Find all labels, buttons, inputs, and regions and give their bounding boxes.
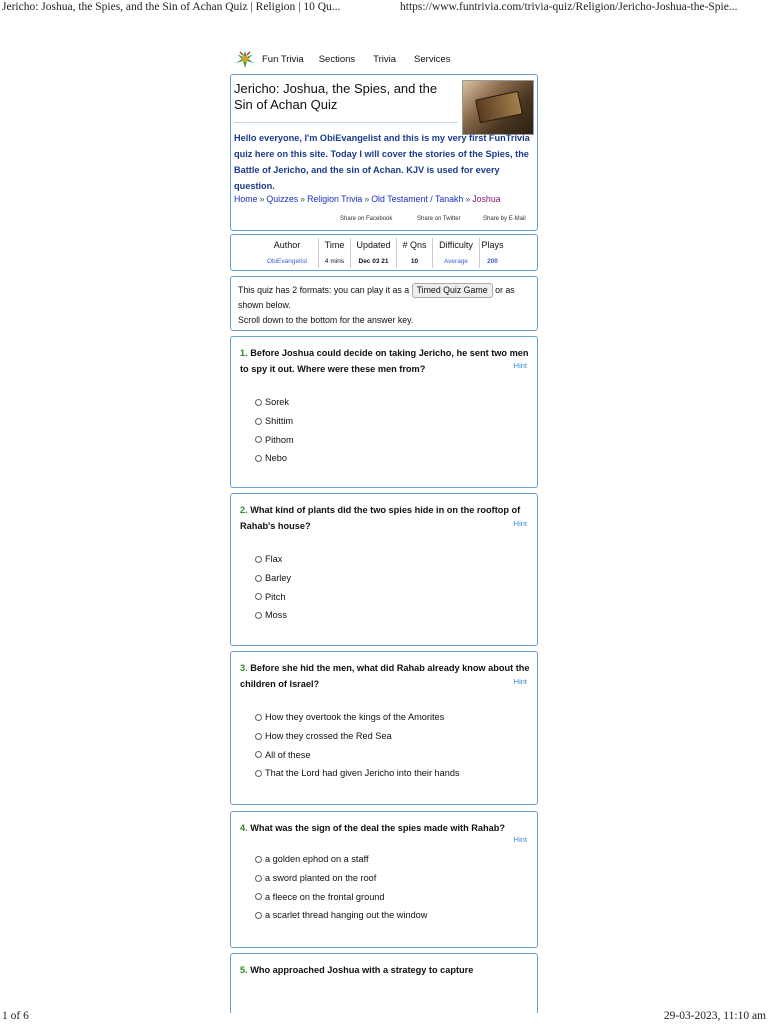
answer-option[interactable]: Barley	[255, 569, 291, 588]
title-divider	[234, 122, 458, 123]
question-2-hint[interactable]: Hint	[513, 519, 527, 528]
brand-link[interactable]: Fun Trivia	[262, 53, 304, 65]
stats-table	[231, 235, 537, 270]
radio-icon[interactable]	[255, 575, 262, 582]
radio-icon[interactable]	[255, 733, 262, 740]
answer-option[interactable]: a scarlet thread hanging out the window	[255, 906, 427, 925]
stat-questions-value: 10	[410, 258, 419, 265]
stat-author-label: Author	[273, 240, 301, 250]
quiz-thumbnail-image	[462, 80, 534, 135]
radio-icon[interactable]	[255, 455, 262, 462]
stat-updated-label: Updated	[356, 240, 391, 250]
question-2-text: 2. What kind of plants did the two spies hide in on the rooftop of Rahab's house?	[240, 505, 521, 531]
nav-trivia[interactable]: Trivia	[373, 53, 397, 65]
answer-option[interactable]: All of these	[255, 745, 460, 764]
question-card-1	[230, 336, 538, 488]
breadcrumb-old-testament[interactable]: Old Testament / Tanakh	[371, 194, 464, 204]
quiz-stats-card	[230, 234, 538, 271]
radio-icon[interactable]	[255, 436, 262, 443]
quiz-title: Jericho: Joshua, the Spies, and the Sin of Achan Quiz	[234, 81, 438, 112]
question-4-hint[interactable]: Hint	[513, 835, 527, 844]
question-card-2	[230, 493, 538, 646]
question-card-4	[230, 811, 538, 948]
question-1-hint[interactable]: Hint	[513, 361, 527, 370]
stat-plays	[479, 238, 505, 268]
radio-icon[interactable]	[255, 593, 262, 600]
answer-option[interactable]: Pithom	[255, 430, 294, 449]
print-footer	[0, 1010, 768, 1024]
print-page-title: Jericho: Joshua, the Spies, and the Sin of Achan Quiz | Religion | 10 Qu...	[2, 1, 341, 13]
radio-icon[interactable]	[255, 893, 262, 900]
answer-option[interactable]: Sorek	[255, 393, 294, 412]
answer-option[interactable]: Nebo	[255, 449, 294, 468]
answer-option[interactable]: How they crossed the Red Sea	[255, 727, 460, 746]
breadcrumb-joshua[interactable]: Joshua	[472, 194, 501, 204]
print-page-count: 1 of 6	[2, 1010, 29, 1022]
question-2-number: 2.	[240, 505, 248, 515]
question-3-hint[interactable]: Hint	[513, 677, 527, 686]
radio-icon[interactable]	[255, 770, 262, 777]
question-4-text: 4. What was the sign of the deal the spies made with Rahab?	[240, 823, 505, 833]
nav-sections[interactable]: Sections	[318, 53, 356, 65]
stat-time-value: 4 mins	[324, 258, 345, 265]
nav-services[interactable]: Services	[414, 53, 451, 65]
breadcrumb-religion[interactable]: Religion Trivia	[307, 194, 363, 204]
answer-option[interactable]: Flax	[255, 550, 291, 569]
stat-difficulty-label: Difficulty	[439, 240, 473, 250]
stat-updated	[350, 238, 396, 268]
answer-option[interactable]: a golden ephod on a staff	[255, 850, 427, 869]
answer-option[interactable]: a fleece on the frontal ground	[255, 887, 427, 906]
radio-icon[interactable]	[255, 714, 262, 721]
formats-text: This quiz has 2 formats: you can play it as a	[238, 285, 410, 295]
radio-icon[interactable]	[255, 399, 262, 406]
stat-plays-value: 200	[487, 258, 498, 265]
top-nav	[234, 46, 534, 72]
stat-updated-value: Dec 03 21	[358, 258, 389, 265]
radio-icon[interactable]	[255, 612, 262, 619]
share-facebook-link[interactable]: Share on Facebook	[340, 216, 393, 222]
answer-option[interactable]: That the Lord had given Jericho into their hands	[255, 764, 460, 783]
answer-option[interactable]: How they overtook the kings of the Amorites	[255, 708, 460, 727]
radio-icon[interactable]	[255, 751, 262, 758]
stat-time	[318, 238, 350, 268]
question-1-options	[255, 393, 294, 468]
stat-author-value[interactable]: ObiEvangelist	[266, 258, 308, 265]
stat-author	[256, 238, 318, 268]
question-5-text: 5. Who approached Joshua with a strategy to capture	[240, 965, 474, 975]
print-datetime: 29-03-2023, 11:10 am	[663, 1010, 766, 1022]
question-1-text: 1. Before Joshua could decide on taking Jericho, he sent two men to spy it out. Where were these men from?	[240, 348, 529, 374]
quiz-intro: Hello everyone, I'm ObiEvangelist and this is my very first FunTrivia quiz here on this site. Today I will cover the stories of the Spies, the Battle of Jericho, and the sin of Achan. KJV is used for every question.	[234, 133, 530, 191]
print-url: https://www.funtrivia.com/trivia-quiz/Religion/Jericho-Joshua-the-Spie...	[400, 1, 738, 13]
formats-text-after: or as shown below.	[238, 285, 515, 310]
radio-icon[interactable]	[255, 556, 262, 563]
answer-option[interactable]: a sword planted on the roof	[255, 869, 427, 888]
answer-option[interactable]: Shittim	[255, 412, 294, 431]
stat-difficulty-value: Average	[443, 258, 469, 265]
stat-plays-label: Plays	[481, 240, 504, 250]
quiz-header-card	[230, 74, 538, 231]
question-3-number: 3.	[240, 663, 248, 673]
quiz-formats-card	[230, 276, 538, 331]
breadcrumb-home[interactable]: Home	[234, 194, 258, 204]
radio-icon[interactable]	[255, 912, 262, 919]
breadcrumb: Home » Quizzes » Religion Trivia » Old Testament / Tanakh » Joshua	[234, 194, 501, 204]
stat-difficulty	[432, 238, 479, 268]
question-4-options	[255, 850, 427, 925]
stat-time-label: Time	[324, 240, 345, 250]
question-1-number: 1.	[240, 348, 248, 358]
question-4-number: 4.	[240, 823, 248, 833]
question-card-3	[230, 651, 538, 805]
breadcrumb-quizzes[interactable]: Quizzes	[266, 194, 299, 204]
radio-icon[interactable]	[255, 875, 262, 882]
question-3-options	[255, 708, 460, 783]
timed-quiz-game-button[interactable]: Timed Quiz Game	[412, 283, 493, 298]
answer-key-note: Scroll down to the bottom for the answer key.	[238, 315, 414, 325]
radio-icon[interactable]	[255, 856, 262, 863]
answer-option[interactable]: Pitch	[255, 587, 291, 606]
share-email-link[interactable]: Share by E-Mail	[483, 216, 526, 222]
question-card-5	[230, 953, 538, 1013]
print-header	[0, 0, 768, 16]
radio-icon[interactable]	[255, 418, 262, 425]
question-2-options	[255, 550, 291, 625]
answer-option[interactable]: Moss	[255, 606, 291, 625]
funtrivia-logo-icon[interactable]	[234, 48, 256, 70]
share-twitter-link[interactable]: Share on Twitter	[417, 216, 461, 222]
stat-questions-label: # Qns	[402, 240, 427, 250]
question-3-text: 3. Before she hid the men, what did Rahab already know about the children of Israel?	[240, 663, 530, 689]
question-5-number: 5.	[240, 965, 248, 975]
stat-questions	[396, 238, 432, 268]
